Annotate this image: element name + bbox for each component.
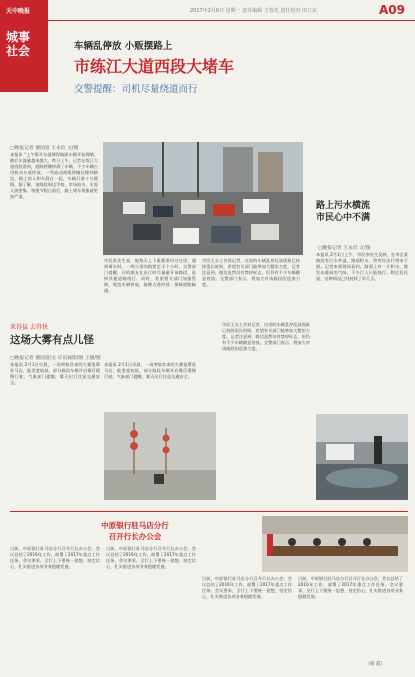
section-label [6,30,42,58]
traffic-jam-photo [103,142,303,255]
main-story-col1: 本报讯 “上午都开车就堵得路面车辆开始拥堵，随后车流量越来越大，昨日上午，记者在练江大道西段看到，道路两侧停满了车辆，不少车辆占用机动车道停放。一些流动商贩将摊位摆到路边，路上的人和车混在一起，车辆行驶十分缓慢。据了解，该路段周边学校、市场较多，车流人流密集。每逢节假日前后，路上堵车现象就更加严重。 [10,152,98,199]
section-label-line2: 社会 [6,44,31,58]
ad-text-col4: 日前，中原银行驻马店分行召开行长办公会，会议总结了2016年工作，部署了2017年重点工作任务。会议要求，全行上下要统一思想，坚定信心，扎实推进各项业务稳健发展。 [298,576,403,599]
fog-photo [104,412,216,500]
ad-text-col1: 日前，中原银行驻马店分行召开行长办公会，会议总结了2016年工作，部署了2017年重点工作任务。会议要求，全行上下要统一思想，坚定信心，扎实推进各项业务稳健发展。 [10,546,100,569]
section-label-line1: 城事 [6,30,31,44]
ad-text-col3: 日前，中原银行驻马店分行召开行长办公会，会议总结了2016年工作，部署了2017年重点工作任务。会议要求，全行上下要统一思想，坚定信心，扎实推进各项业务稳健发展。 [202,576,292,599]
main-story-col2: 市民张先生说，他每天上下班都要经过这里，遇到堵车时，一两公里的路要走半个小时。交警部门提醒，司机朋友在出行时尽量避开该路段，选择其他道路绕行。同时，希望相关部门加强管理，规范车辆停放，取缔占道经营，保障道路畅通。 [104,258,196,293]
ad-signature: （杨 霞） [365,662,385,667]
main-subhead: 交警提醒：司机尽量绕道而行 [74,84,198,95]
ad-title-line1: 中原银行驻马店分行 [101,521,169,530]
ad-title [70,520,200,542]
fog-headline: 这场大雾有点儿怪 [10,334,94,346]
fog-byline: □晚报记者 谢国富/文 庄讯通影/图 王德/图 [10,356,101,361]
date-line: 2017年2月6日 星期一 责任编辑 王春光 责任校对 田立东 [190,8,318,14]
sewage-story-text: 本报讯 2月1日上午，市民李先生反映，在市区某路段有污水外溢，路面积水，给市民出行带来不便。记者来到现场看到，路面上有一片积水，散发出难闻的气味，不少行人只能绕行。附近居民说，这种情况已经持续了好几天。 [316,252,408,281]
sewage-byline: □晚报记者 王永俭 文/图 [318,246,371,251]
main-story-col3: 市民王女士告诉记者，这里的车辆乱停乱放现象已持续很长时间，希望有关部门能够加大整治力度。记者注意到，路边虽然设有禁停标志，但仍有不少车辆随意停放。交警部门表示，将加大对该路段的巡查力度。 [202,258,300,287]
meeting-photo [262,516,408,572]
fog-story-text: 本报讯 2月1日早晨，一场突如其来的大雾笼罩驻马店，能见度较低，部分路段车辆开启雾灯缓慢行驶。气象部门提醒，雾天出行注意交通安全。 [10,362,100,385]
main-headline: 市练江大道西段大堵车 [74,57,235,76]
fog-story-text-col2: 本报讯 2月1日早晨，一场突如其来的大雾笼罩驻马店，能见度较低，部分路段车辆开启雾灯缓慢行驶。气象部门提醒，雾天出行注意交通安全。 [104,362,196,379]
sewage-headline-line2: 市民心中不满 [316,213,371,223]
ad-text-col2: 日前，中原银行驻马店分行召开行长办公会，会议总结了2016年工作，部署了2017年重点工作任务。会议要求，全行上下要统一思想，坚定信心，扎实推进各项业务稳健发展。 [106,546,196,569]
main-kicker: 车辆乱停放 小贩摆路上 [74,41,173,52]
fog-story-text-col3: 市民王女士告诉记者，这里的车辆乱停乱放现象已持续很长时间，希望有关部门能够加大整治力度。记者注意到，路边虽然设有禁停标志，但仍有不少车辆随意停放。交警部门表示，将加大对该路段的巡查力度。 [222,322,310,351]
main-byline: □晚报记者 谢国富 王永俭 文/图 [10,146,79,151]
ad-title-line2: 召开行长办公会 [108,532,162,541]
page-number: A09 [379,3,405,17]
sewage-photo [316,414,408,500]
top-rule [48,20,415,21]
fog-kicker: 来得猛 去得快 [10,324,48,331]
section-logo [0,0,48,92]
sewage-headline-line1: 路上污水横流 [316,201,371,211]
sewage-headline [316,200,370,224]
paper-name: 天中晚报 [6,8,31,15]
